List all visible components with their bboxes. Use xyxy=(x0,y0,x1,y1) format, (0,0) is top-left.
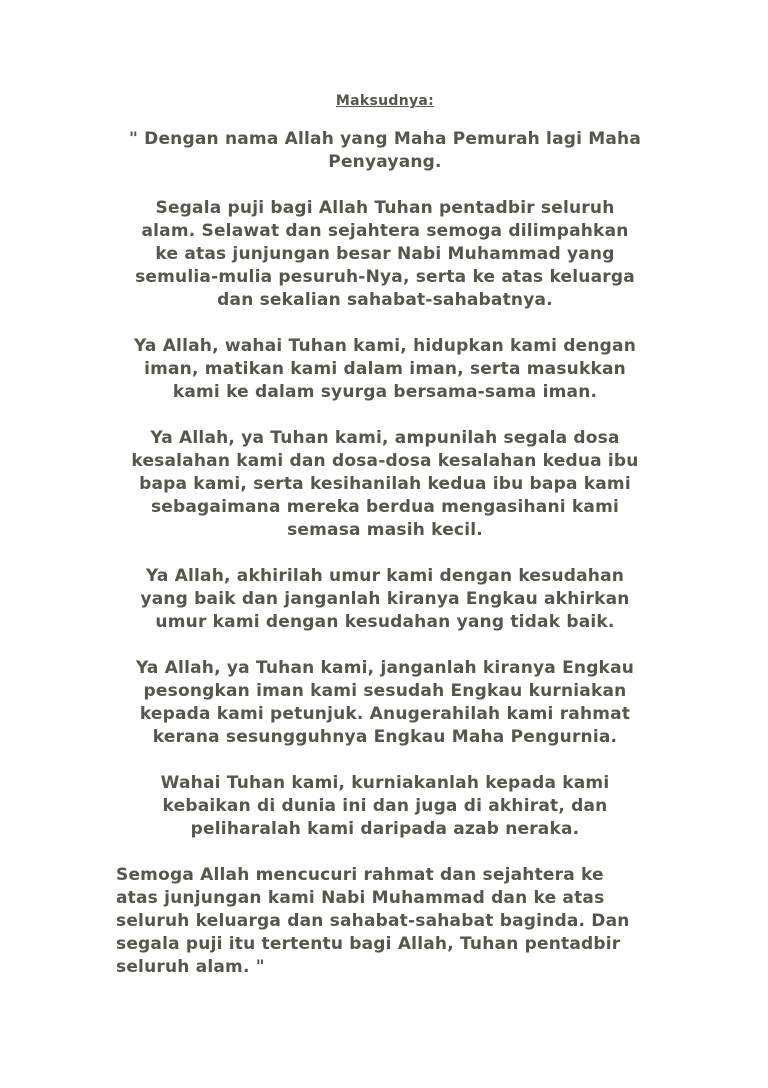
text-line: semulia-mulia pesuruh-Nya, serta ke atas keluarga xyxy=(135,267,635,287)
text-line: iman, matikan kami dalam iman, serta masukkan xyxy=(144,359,626,379)
text-line: sebagaimana mereka berdua mengasihani kami xyxy=(150,497,620,517)
page-heading: Maksudnya: xyxy=(335,93,435,109)
text-line: Segala puji bagi Allah Tuhan pentadbir seluruh xyxy=(155,198,615,218)
text-line: segala puji itu tertentu bagi Allah, Tuhan pentadbir xyxy=(116,934,621,954)
paragraph xyxy=(116,427,654,542)
text-line: alam. Selawat dan sejahtera semoga dilimpahkan xyxy=(141,221,629,241)
paragraph xyxy=(116,128,654,174)
paragraph xyxy=(116,864,654,979)
text-line: pesongkan iman kami sesudah Engkau kurniakan xyxy=(143,681,627,701)
text-line: bapa kami, serta kesihanilah kedua ibu bapa kami xyxy=(139,474,631,494)
text-line: kepada kami petunjuk. Anugerahilah kami rahmat xyxy=(139,704,631,724)
text-line: atas junjungan kami Nabi Muhammad dan ke atas xyxy=(116,888,605,908)
text-line: kesalahan kami dan dosa-dosa kesalahan kedua ibu xyxy=(131,451,639,471)
paragraph xyxy=(116,657,654,749)
text-line: Ya Allah, wahai Tuhan kami, hidupkan kami dengan xyxy=(133,336,637,356)
text-line: umur kami dengan kesudahan yang tidak baik. xyxy=(155,612,615,632)
text-line: Semoga Allah mencucuri rahmat dan sejahtera ke xyxy=(116,865,604,885)
text-line: Wahai Tuhan kami, kurniakanlah kepada kami xyxy=(160,773,610,793)
paragraph xyxy=(116,772,654,841)
text-line: Ya Allah, ya Tuhan kami, ampunilah segala dosa xyxy=(150,428,620,448)
paragraph xyxy=(116,197,654,312)
text-line: Ya Allah, ya Tuhan kami, janganlah kiranya Engkau xyxy=(135,658,635,678)
text-line: kebaikan di dunia ini dan juga di akhirat, dan xyxy=(162,796,608,816)
text-line: peliharalah kami daripada azab neraka. xyxy=(190,819,580,839)
text-line: Penyayang. xyxy=(328,152,442,172)
text-line: kerana sesungguhnya Engkau Maha Pengurnia. xyxy=(152,727,618,747)
text-line: dan sekalian sahabat-sahabatnya. xyxy=(217,290,553,310)
text-line: kami ke dalam syurga bersama-sama iman. xyxy=(172,382,598,402)
paragraph xyxy=(116,335,654,404)
text-line: seluruh alam. " xyxy=(116,957,265,977)
text-line: yang baik dan janganlah kiranya Engkau akhirkan xyxy=(140,589,630,609)
text-line: Ya Allah, akhirilah umur kami dengan kesudahan xyxy=(145,566,625,586)
paragraph xyxy=(116,565,654,634)
text-line: " Dengan nama Allah yang Maha Pemurah lagi Maha xyxy=(128,129,642,149)
text-line: ke atas junjungan besar Nabi Muhammad yang xyxy=(155,244,615,264)
text-line: semasa masih kecil. xyxy=(287,520,483,540)
text-line: seluruh keluarga dan sahabat-sahabat baginda. Dan xyxy=(116,911,630,931)
document-page xyxy=(116,90,654,979)
paragraph-list xyxy=(116,128,654,979)
